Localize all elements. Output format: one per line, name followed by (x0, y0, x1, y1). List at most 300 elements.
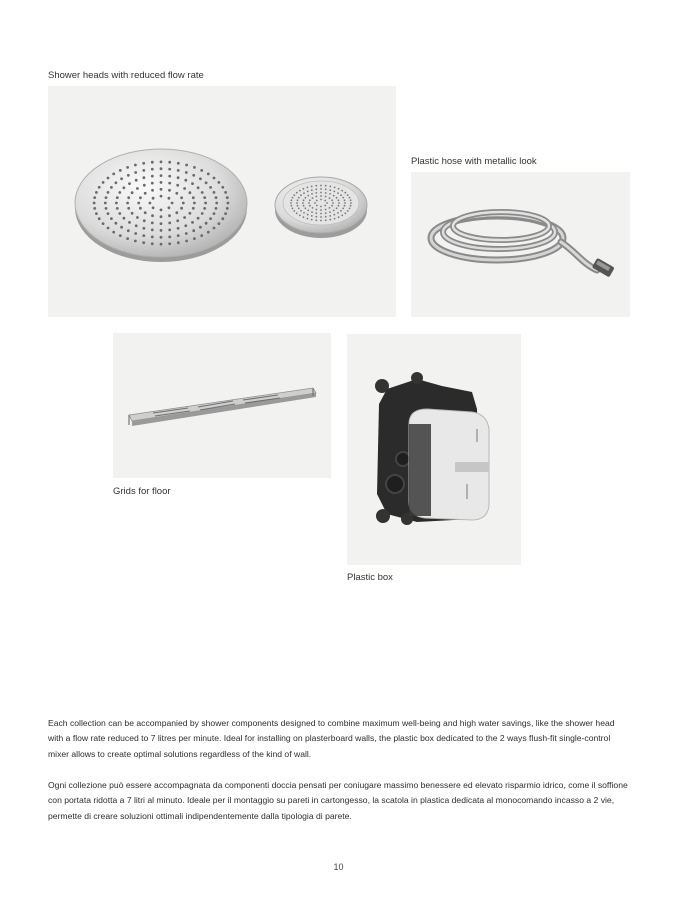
nozzle-dot (342, 208, 344, 210)
nozzle-dot (151, 168, 154, 171)
nozzle-dot (127, 207, 130, 210)
nozzle-dot (160, 161, 163, 164)
nozzle-dot (168, 222, 171, 225)
nozzle-dot (160, 195, 163, 198)
nozzle-dot (320, 206, 322, 208)
nozzle-dot (160, 229, 163, 232)
nozzle-dot (191, 182, 194, 185)
nozzle-dot (311, 219, 313, 221)
nozzle-dot (160, 215, 163, 218)
nozzle-dot (180, 196, 183, 199)
nozzle-dot (120, 177, 123, 180)
nozzle-dot (308, 202, 310, 204)
nozzle-dot (320, 216, 322, 218)
nozzle-dot (316, 196, 318, 198)
plastic-hose-photo (411, 172, 630, 317)
nozzle-dot (160, 243, 163, 246)
nozzle-dot (333, 195, 335, 197)
paragraph-italian: Ogni collezione può essere accompagnata da componenti doccia pensati per coniugare massimo benessere ed elevato risparmio idrico, come il soffione con portata ridotta a 7 litri al minuto. Ideale per il montaggio su pareti in cartongesso, la scatola in plastica dedicata al monocomando incasso a 2 vie, permette di creare soluzioni ottimali indipendentemente dalla tipologia di parete. (48, 780, 628, 821)
nozzle-dot (139, 196, 142, 199)
nozzle-dot (176, 184, 179, 187)
plastic-hose-illustration (411, 172, 630, 317)
nozzle-dot (135, 179, 138, 182)
nozzle-dot (120, 226, 123, 229)
nozzle-dot (320, 192, 322, 194)
nozzle-dot (205, 222, 208, 225)
nozzle-dot (303, 205, 305, 207)
nozzle-dot (303, 192, 305, 194)
nozzle-dot (218, 222, 221, 225)
nozzle-dot (143, 227, 146, 230)
nozzle-dot (307, 214, 309, 216)
nozzle-dot (144, 192, 147, 195)
nozzle-dot (131, 191, 134, 194)
nozzle-dot (338, 205, 340, 207)
nozzle-dot (305, 207, 307, 209)
nozzle-dot (307, 195, 309, 197)
nozzle-dot (128, 182, 131, 185)
nozzle-dot (177, 162, 180, 165)
nozzle-dot (102, 181, 105, 184)
nozzle-dot (344, 205, 346, 207)
nozzle-dot (307, 218, 309, 220)
nozzle-dot (299, 215, 301, 217)
nozzle-dot (93, 196, 96, 199)
nozzle-dot (311, 186, 313, 188)
caption-plastic-hose: Plastic hose with metallic look (411, 156, 537, 167)
nozzle-dot (349, 208, 351, 210)
nozzle-dot (177, 227, 180, 230)
nozzle-dot (227, 202, 230, 205)
nozzle-dot (315, 188, 317, 190)
nozzle-dot (175, 211, 178, 214)
nozzle-dot (315, 219, 317, 221)
nozzle-dot (137, 202, 140, 205)
nozzle-dot (151, 222, 154, 225)
nozzle-dot (199, 177, 202, 180)
nozzle-dot (151, 242, 154, 245)
nozzle-dot (185, 171, 188, 174)
nozzle-dot (311, 211, 313, 213)
nozzle-dot (203, 196, 206, 199)
nozzle-dot (134, 232, 137, 235)
nozzle-dot (341, 190, 343, 192)
nozzle-dot (95, 191, 98, 194)
nozzle-dot (107, 212, 110, 215)
nozzle-dot (341, 215, 343, 217)
nozzle-dot (334, 218, 336, 220)
nozzle-dot (160, 222, 163, 225)
nozzle-dot (349, 197, 351, 199)
nozzle-dot (221, 217, 224, 220)
nozzle-dot (200, 169, 203, 172)
nozzle-dot (110, 186, 113, 189)
nozzle-dot (152, 206, 155, 209)
nozzle-dot (333, 191, 335, 193)
nozzle-dot (185, 164, 188, 167)
nozzle-dot (168, 236, 171, 239)
nozzle-dot (144, 211, 147, 214)
nozzle-dot (325, 196, 327, 198)
nozzle-dot (337, 212, 339, 214)
nozzle-dot (168, 197, 171, 200)
nozzle-dot (112, 231, 115, 234)
plastic-box-illustration (347, 334, 521, 565)
nozzle-dot (123, 217, 126, 220)
nozzle-dot (112, 173, 115, 176)
nozzle-dot (143, 219, 146, 222)
nozzle-dot (336, 207, 338, 209)
nozzle-dot (134, 164, 137, 167)
nozzle-dot (325, 192, 327, 194)
shower-heads-illustration (48, 86, 396, 317)
nozzle-dot (143, 176, 146, 179)
nozzle-dot (107, 191, 110, 194)
caption-plastic-box: Plastic box (347, 572, 393, 583)
nozzle-dot (149, 202, 152, 205)
nozzle-dot (189, 212, 192, 215)
nozzle-dot (298, 208, 300, 210)
nozzle-dot (142, 234, 145, 237)
nozzle-dot (305, 197, 307, 199)
nozzle-dot (226, 207, 229, 210)
nozzle-dot (340, 210, 342, 212)
nozzle-dot (325, 209, 327, 211)
nozzle-dot (320, 188, 322, 190)
nozzle-dot (151, 236, 154, 239)
nozzle-dot (297, 205, 299, 207)
nozzle-dot (344, 199, 346, 201)
nozzle-dot (296, 202, 298, 204)
nozzle-dot (293, 194, 295, 196)
nozzle-dot (105, 207, 108, 210)
nozzle-dot (115, 222, 118, 225)
nozzle-dot (136, 216, 139, 219)
floor-grid-photo (113, 333, 331, 478)
nozzle-dot (185, 240, 188, 243)
nozzle-dot (152, 197, 155, 200)
nozzle-dot (191, 221, 194, 224)
nozzle-dot (320, 220, 322, 222)
nozzle-dot (151, 189, 154, 192)
nozzle-dot (116, 207, 119, 210)
nozzle-dot (226, 196, 229, 199)
nozzle-dot (329, 189, 331, 191)
nozzle-dot (168, 229, 171, 232)
nozzle-dot (177, 176, 180, 179)
nozzle-dot (207, 173, 210, 176)
nozzle-dot (180, 207, 183, 210)
nozzle-dot (201, 191, 204, 194)
nozzle-dot (300, 194, 302, 196)
nozzle-dot (215, 207, 218, 210)
nozzle-dot (320, 209, 322, 211)
nozzle-dot (350, 202, 352, 204)
nozzle-dot (200, 234, 203, 237)
nozzle-dot (136, 187, 139, 190)
nozzle-dot (336, 197, 338, 199)
nozzle-dot (168, 175, 171, 178)
nozzle-dot (142, 169, 145, 172)
plastic-box-photo (347, 334, 521, 565)
nozzle-dot (338, 216, 340, 218)
nozzle-dot (350, 199, 352, 201)
nozzle-dot (209, 186, 212, 189)
nozzle-dot (296, 212, 298, 214)
nozzle-dot (325, 216, 327, 218)
nozzle-dot (292, 197, 294, 199)
nozzle-dot (118, 212, 121, 215)
nozzle-dot (293, 210, 295, 212)
nozzle-dot (224, 191, 227, 194)
nozzle-dot (325, 188, 327, 190)
nozzle-dot (168, 182, 171, 185)
nozzle-dot (292, 208, 294, 210)
nozzle-dot (203, 207, 206, 210)
nozzle-dot (347, 194, 349, 196)
nozzle-dot (338, 202, 340, 204)
nozzle-dot (127, 174, 130, 177)
nozzle-dot (98, 217, 101, 220)
nozzle-dot (320, 213, 322, 215)
nozzle-dot (139, 207, 142, 210)
nozzle-dot (299, 190, 301, 192)
nozzle-dot (199, 226, 202, 229)
nozzle-dot (307, 191, 309, 193)
nozzle-dot (93, 202, 96, 205)
nozzle-dot (116, 196, 119, 199)
nozzle-dot (105, 196, 108, 199)
nozzle-dot (126, 202, 129, 205)
nozzle-dot (329, 219, 331, 221)
nozzle-dot (331, 205, 333, 207)
nozzle-dot (151, 161, 154, 164)
nozzle-dot (135, 224, 138, 227)
nozzle-dot (207, 231, 210, 234)
nozzle-dot (197, 186, 200, 189)
nozzle-dot (329, 215, 331, 217)
nozzle-dot (134, 240, 137, 243)
nozzle-dot (312, 197, 314, 199)
nozzle-dot (95, 212, 98, 215)
nozzle-dot (302, 202, 304, 204)
nozzle-dot (307, 210, 309, 212)
nozzle-dot (337, 192, 339, 194)
nozzle-dot (329, 193, 331, 195)
nozzle-dot (189, 191, 192, 194)
nozzle-dot (298, 197, 300, 199)
nozzle-dot (291, 205, 293, 207)
nozzle-dot (315, 185, 317, 187)
nozzle-dot (128, 221, 131, 224)
nozzle-dot (107, 227, 110, 230)
nozzle-dot (316, 209, 318, 211)
nozzle-dot (332, 202, 334, 204)
nozzle-dot (201, 212, 204, 215)
nozzle-dot (142, 162, 145, 165)
nozzle-dot (340, 194, 342, 196)
nozzle-dot (213, 191, 216, 194)
nozzle-dot (324, 200, 326, 202)
paragraph-english: Each collection can be accompanied by shower components designed to combine maximum well-being and high water savings, like the shower head with a flow rate reduced to 7 litres per minute. Ideal for installing on plasterboard walls, the plastic box dedicated to the 2 ways flush-fit single-control mixer allows to create optimal solutions regardless of the kind of wall. (48, 718, 615, 759)
nozzle-dot (311, 193, 313, 195)
page-number: 10 (333, 862, 344, 872)
nozzle-dot (168, 189, 171, 192)
floor-grid-illustration (113, 333, 331, 478)
nozzle-dot (127, 196, 130, 199)
nozzle-dot (218, 181, 221, 184)
nozzle-dot (303, 212, 305, 214)
nozzle-dot (168, 214, 171, 217)
nozzle-dot (102, 222, 105, 225)
nozzle-dot (333, 210, 335, 212)
nozzle-dot (334, 187, 336, 189)
nozzle-dot (93, 207, 96, 210)
nozzle-dot (329, 211, 331, 213)
nozzle-dot (204, 202, 207, 205)
nozzle-dot (131, 212, 134, 215)
nozzle-dot (315, 192, 317, 194)
nozzle-dot (303, 216, 305, 218)
nozzle-dot (127, 229, 130, 232)
nozzle-dot (300, 210, 302, 212)
nozzle-dot (160, 209, 163, 212)
nozzle-dot (221, 186, 224, 189)
nozzle-dot (151, 229, 154, 232)
nozzle-dot (192, 174, 195, 177)
nozzle-dot (309, 205, 311, 207)
nozzle-dot (183, 216, 186, 219)
nozzle-dot (291, 199, 293, 201)
nozzle-dot (142, 241, 145, 244)
nozzle-dot (160, 174, 163, 177)
nozzle-dot (329, 197, 331, 199)
nozzle-dot (126, 237, 129, 240)
nozzle-dot (168, 206, 171, 209)
nozzle-dot (185, 232, 188, 235)
nozzle-dot (160, 236, 163, 239)
nozzle-dot (314, 202, 316, 204)
nozzle-dot (177, 241, 180, 244)
nozzle-dot (151, 182, 154, 185)
nozzle-dot (329, 186, 331, 188)
nozzle-dot (316, 205, 318, 207)
nozzle-dot (338, 188, 340, 190)
nozzle-dot (115, 181, 118, 184)
nozzle-dot (98, 186, 101, 189)
nozzle-dot (182, 202, 185, 205)
nozzle-dot (297, 199, 299, 201)
nozzle-dot (193, 202, 196, 205)
nozzle-dot (316, 200, 318, 202)
nozzle-dot (307, 187, 309, 189)
nozzle-dot (177, 169, 180, 172)
nozzle-dot (290, 202, 292, 204)
nozzle-dot (342, 197, 344, 199)
nozzle-dot (331, 199, 333, 201)
nozzle-dot (192, 229, 195, 232)
nozzle-dot (326, 202, 328, 204)
nozzle-dot (350, 205, 352, 207)
nozzle-dot (151, 175, 154, 178)
nozzle-dot (118, 191, 121, 194)
nozzle-dot (110, 217, 113, 220)
nozzle-dot (119, 169, 122, 172)
nozzle-dot (184, 224, 187, 227)
nozzle-dot (333, 214, 335, 216)
shower-heads-photo (48, 86, 396, 317)
nozzle-dot (320, 185, 322, 187)
nozzle-dot (325, 185, 327, 187)
nozzle-dot (329, 207, 331, 209)
nozzle-dot (296, 192, 298, 194)
nozzle-dot (315, 212, 317, 214)
nozzle-dot (168, 168, 171, 171)
nozzle-dot (151, 214, 154, 217)
nozzle-dot (193, 237, 196, 240)
nozzle-dot (344, 212, 346, 214)
nozzle-dot (205, 181, 208, 184)
nozzle-dot (224, 212, 227, 215)
nozzle-dot (312, 207, 314, 209)
nozzle-dot (160, 181, 163, 184)
caption-shower-heads: Shower heads with reduced flow rate (48, 70, 204, 81)
nozzle-dot (104, 202, 107, 205)
nozzle-dot (143, 184, 146, 187)
nozzle-dot (115, 202, 118, 205)
nozzle-dot (183, 187, 186, 190)
caption-grids: Grids for floor (113, 486, 171, 497)
nozzle-dot (347, 210, 349, 212)
nozzle-dot (303, 199, 305, 201)
nozzle-dot (315, 216, 317, 218)
nozzle-dot (168, 161, 171, 164)
nozzle-dot (107, 177, 110, 180)
nozzle-dot (160, 167, 163, 170)
nozzle-dot (177, 234, 180, 237)
nozzle-dot (311, 189, 313, 191)
nozzle-dot (176, 219, 179, 222)
nozzle-dot (324, 205, 326, 207)
nozzle-dot (344, 192, 346, 194)
nozzle-dot (175, 192, 178, 195)
nozzle-dot (184, 179, 187, 182)
nozzle-dot (215, 196, 218, 199)
nozzle-dot (193, 166, 196, 169)
nozzle-dot (160, 188, 163, 191)
nozzle-dot (213, 177, 216, 180)
nozzle-dot (192, 207, 195, 210)
nozzle-dot (215, 202, 218, 205)
nozzle-dot (168, 242, 171, 245)
nozzle-dot (344, 202, 346, 204)
nozzle-dot (320, 195, 322, 197)
nozzle-dot (325, 219, 327, 221)
nozzle-dot (311, 215, 313, 217)
nozzle-dot (123, 186, 126, 189)
nozzle-dot (213, 212, 216, 215)
nozzle-dot (320, 199, 322, 201)
nozzle-dot (338, 199, 340, 201)
nozzle-dot (126, 166, 129, 169)
nozzle-dot (197, 217, 200, 220)
nozzle-dot (171, 202, 174, 205)
nozzle-dot (303, 188, 305, 190)
nozzle-dot (209, 217, 212, 220)
nozzle-dot (119, 234, 122, 237)
nozzle-dot (325, 212, 327, 214)
nozzle-dot (192, 196, 195, 199)
